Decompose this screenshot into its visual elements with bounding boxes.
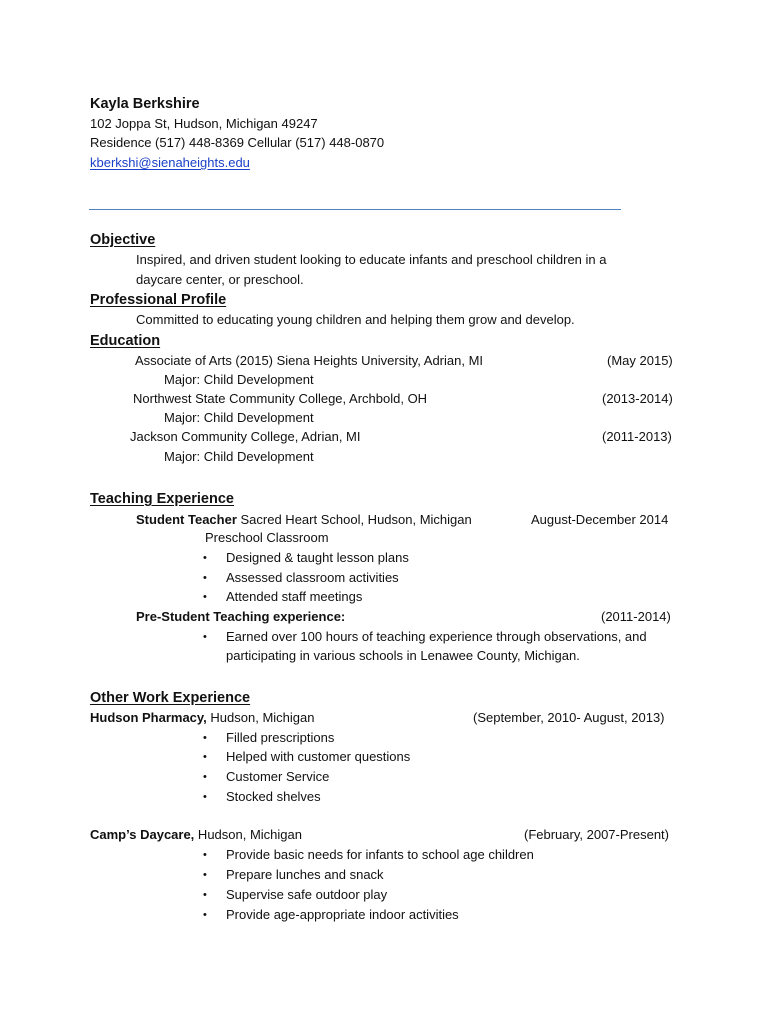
- bullet-icon: •: [203, 771, 207, 783]
- education-heading: Education: [90, 333, 161, 349]
- education-school: Jackson Community College, Adrian, MI: [130, 429, 361, 444]
- bullet-icon: •: [203, 732, 207, 744]
- job-bullet: Provide age-appropriate indoor activities: [226, 907, 459, 922]
- bullet-icon: •: [203, 889, 207, 901]
- teaching-heading: Teaching Experience: [90, 491, 234, 507]
- employer-location: Hudson, Michigan: [194, 827, 302, 842]
- student-teacher-place: Sacred Heart School, Hudson, Michigan: [236, 512, 472, 527]
- education-major: Major: Child Development: [164, 449, 314, 464]
- employer-name: Camp’s Daycare,: [90, 827, 195, 842]
- education-school: Northwest State Community College, Archbold, OH: [133, 391, 428, 406]
- bullet-icon: •: [203, 849, 207, 861]
- teaching-bullet: Attended staff meetings: [226, 589, 363, 604]
- phone-numbers: Residence (517) 448-8369 Cellular (517) 448-0870: [90, 135, 385, 150]
- job-bullet: Filled prescriptions: [226, 730, 335, 745]
- bullet-icon: •: [203, 591, 207, 603]
- education-major: Major: Child Development: [164, 410, 314, 425]
- pre-teaching-text-line-2: participating in various schools in Lenawee County, Michigan.: [226, 648, 580, 663]
- job-bullet: Supervise safe outdoor play: [226, 887, 388, 902]
- objective-heading: Objective: [90, 232, 156, 248]
- education-date: (2013-2014): [602, 391, 673, 406]
- pre-student-teaching-date: (2011-2014): [601, 609, 671, 624]
- job-date: (February, 2007-Present): [524, 827, 669, 842]
- employer-location: Hudson, Michigan: [206, 710, 315, 725]
- objective-text-line-1: Inspired, and driven student looking to educate infants and preschool children in a: [136, 252, 607, 267]
- bullet-icon: •: [203, 572, 207, 584]
- education-date: (2011-2013): [602, 429, 672, 444]
- student-teacher-date: August-December 2014: [531, 512, 669, 527]
- teaching-bullet: Designed & taught lesson plans: [226, 550, 409, 565]
- bullet-icon: •: [203, 791, 207, 803]
- job-bullet: Provide basic needs for infants to school age children: [226, 847, 534, 862]
- job-title-line: [90, 827, 302, 843]
- profile-text: Committed to educating young children and helping them grow and develop.: [136, 312, 575, 327]
- bullet-icon: •: [203, 631, 207, 643]
- address: 102 Joppa St, Hudson, Michigan 49247: [90, 116, 318, 131]
- header-divider: [89, 209, 621, 210]
- pre-teaching-text-line-1: Earned over 100 hours of teaching experience through observations, and: [226, 629, 647, 644]
- bullet-icon: •: [203, 751, 207, 763]
- bullet-icon: •: [203, 909, 207, 921]
- student-teacher-title: Student Teacher: [136, 512, 237, 527]
- job-bullet: Customer Service: [226, 769, 330, 784]
- profile-heading: Professional Profile: [90, 292, 227, 308]
- job-bullet: Helped with customer questions: [226, 749, 411, 764]
- education-date: (May 2015): [607, 353, 673, 368]
- employer-name: Hudson Pharmacy,: [90, 710, 207, 725]
- student-teacher-line: [136, 512, 472, 528]
- bullet-icon: •: [203, 552, 207, 564]
- education-major: Major: Child Development: [164, 372, 314, 387]
- candidate-name: Kayla Berkshire: [90, 96, 200, 112]
- objective-text-line-2: daycare center, or preschool.: [136, 272, 304, 287]
- education-school: Associate of Arts (2015) Siena Heights University, Adrian, MI: [135, 353, 484, 368]
- bullet-icon: •: [203, 869, 207, 881]
- job-bullet: Prepare lunches and snack: [226, 867, 384, 882]
- email-link[interactable]: kberkshi@sienaheights.edu: [90, 155, 250, 170]
- classroom-label: Preschool Classroom: [205, 530, 329, 545]
- teaching-bullet: Assessed classroom activities: [226, 570, 399, 585]
- work-heading: Other Work Experience: [90, 690, 251, 706]
- pre-student-teaching-title: Pre-Student Teaching experience:: [136, 609, 346, 624]
- job-bullet: Stocked shelves: [226, 789, 321, 804]
- job-date: (September, 2010- August, 2013): [473, 710, 665, 725]
- job-title-line: [90, 710, 314, 726]
